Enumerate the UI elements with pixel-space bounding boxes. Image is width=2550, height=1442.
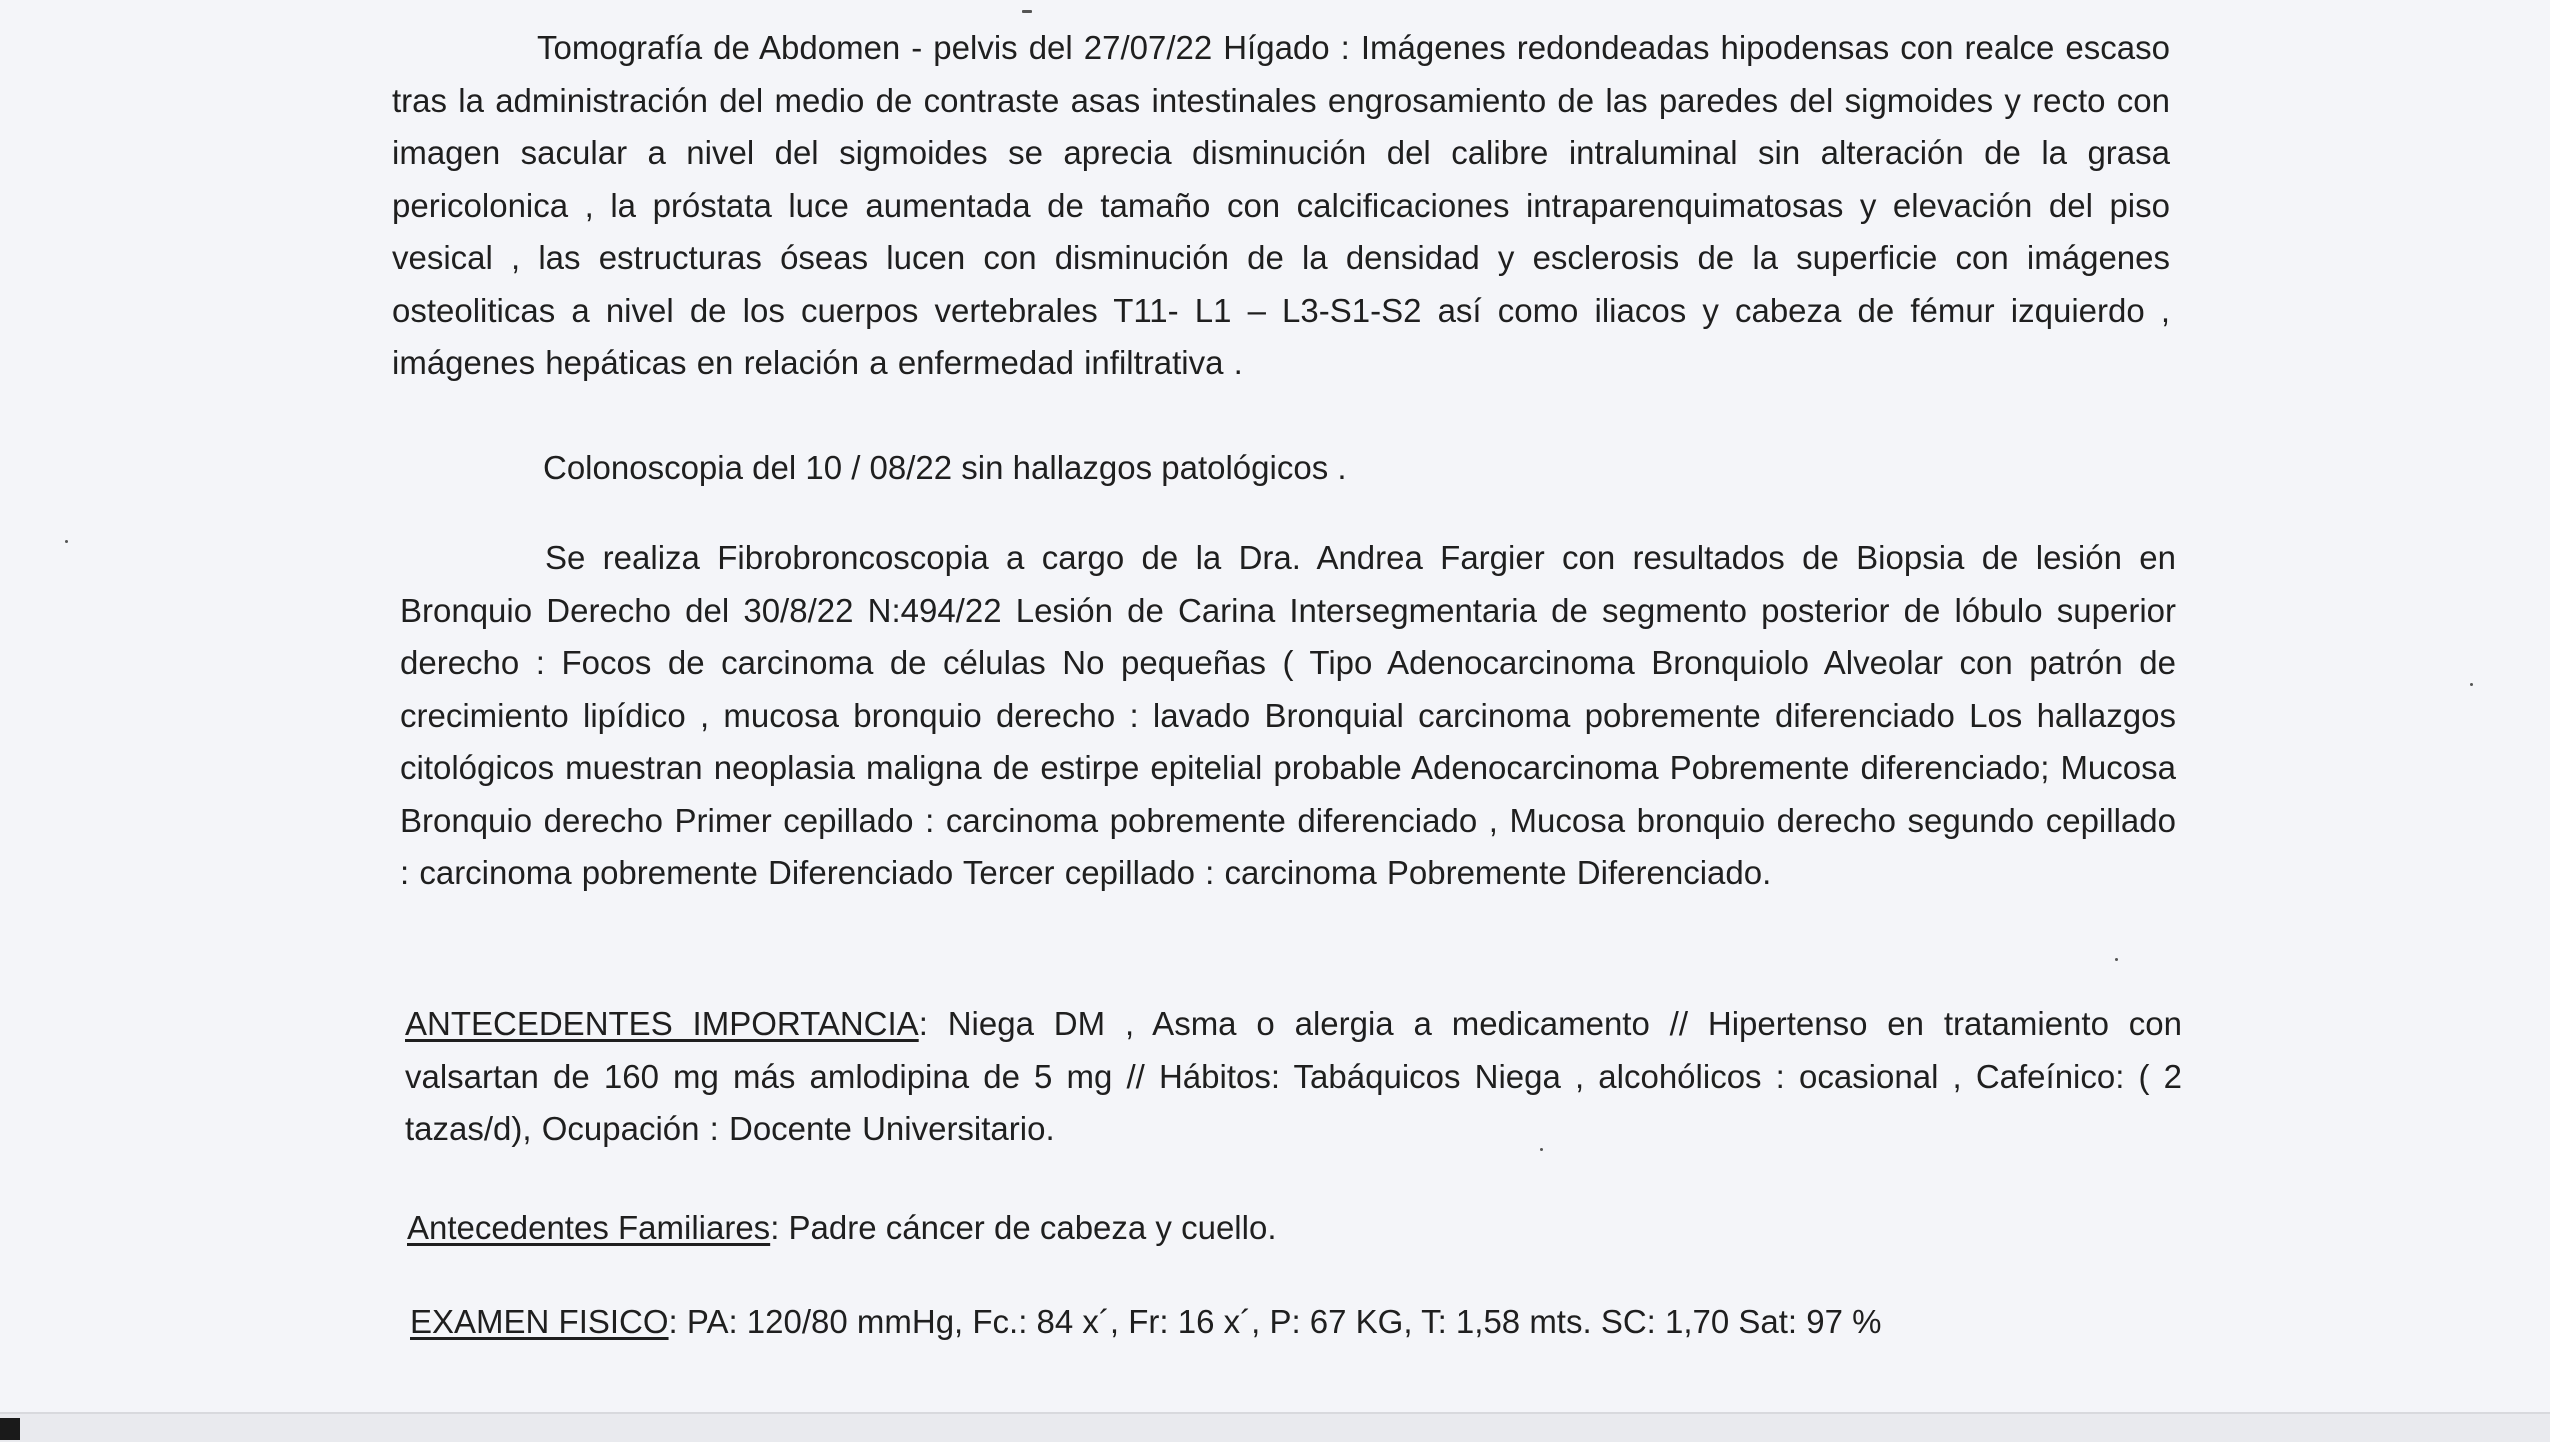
familiares-label: Antecedentes Familiares: [407, 1209, 771, 1246]
examen-paragraph: [410, 1296, 1881, 1348]
scan-speck: [1022, 10, 1032, 13]
examen-label: EXAMEN FISICO: [410, 1303, 669, 1340]
antecedentes-text: : Niega DM , Asma o alergia a medicamento // Hipertenso en tratamiento con valsartan de 160 mg más amlodipina de 5 mg // Hábitos: Tabáquicos Niega , alcohólicos : ocasional , Cafeínico: ( 2 tazas/d), Ocupación : Docente Universitario.: [405, 1005, 2182, 1147]
colonoscopy-paragraph: Colonoscopia del 10 / 08/22 sin hallazgos patológicos .: [543, 449, 1347, 486]
scanner-corner-shadow: [0, 1418, 20, 1440]
scanner-bottom-edge: [0, 1412, 2550, 1442]
antecedentes-label: ANTECEDENTES IMPORTANCIA: [405, 1005, 919, 1042]
antecedentes-paragraph: [405, 998, 2182, 1156]
tomography-paragraph: Tomografía de Abdomen - pelvis del 27/07/22 Hígado : Imágenes redondeadas hipodensas con realce escaso tras la administración del medio de contraste asas intestinales engrosamiento de las paredes del sigmoides y recto con imagen sacular a nivel del sigmoides se aprecia disminución del calibre intraluminal sin alteración de la grasa pericolonica , la próstata luce aumentada de tamaño con calcificaciones intraparenquimatosas y elevación del piso vesical , las estructuras óseas lucen con disminución de la densidad y esclerosis de la superficie con imágenes osteoliticas a nivel de los cuerpos vertebrales T11- L1 – L3-S1-S2 así como iliacos y cabeza de fémur izquierdo , imágenes hepáticas en relación a enfermedad infiltrativa .: [392, 29, 2170, 381]
scan-speck: [65, 540, 68, 543]
familiares-paragraph: [407, 1202, 1276, 1254]
scan-speck: [2470, 683, 2473, 686]
scan-speck: [2115, 958, 2118, 961]
examen-text: : PA: 120/80 mmHg, Fc.: 84 x´, Fr: 16 x´, P: 67 KG, T: 1,58 mts. SC: 1,70 Sat: 97 %: [668, 1303, 1882, 1340]
scan-speck: [1540, 1148, 1543, 1151]
familiares-text: : Padre cáncer de cabeza y cuello.: [770, 1209, 1277, 1246]
bronchoscopy-paragraph: Se realiza Fibrobroncoscopia a cargo de la Dra. Andrea Fargier con resultados de Biopsia de lesión en Bronquio Derecho del 30/8/22 N:494/22 Lesión de Carina Intersegmentaria de segmento posterior de lóbulo superior derecho : Focos de carcinoma de células No pequeñas ( Tipo Adenocarcinoma Bronquiolo Alveolar con patrón de crecimiento lipídico , mucosa bronquio derecho : lavado Bronquial carcinoma pobremente diferenciado Los hallazgos citológicos muestran neoplasia maligna de estirpe epitelial probable Adenocarcinoma Pobremente diferenciado; Mucosa Bronquio derecho Primer cepillado : carcinoma pobremente diferenciado , Mucosa bronquio derecho segundo cepillado : carcinoma pobremente Diferenciado Tercer cepillado : carcinoma Pobremente Diferenciado.: [400, 539, 2176, 891]
